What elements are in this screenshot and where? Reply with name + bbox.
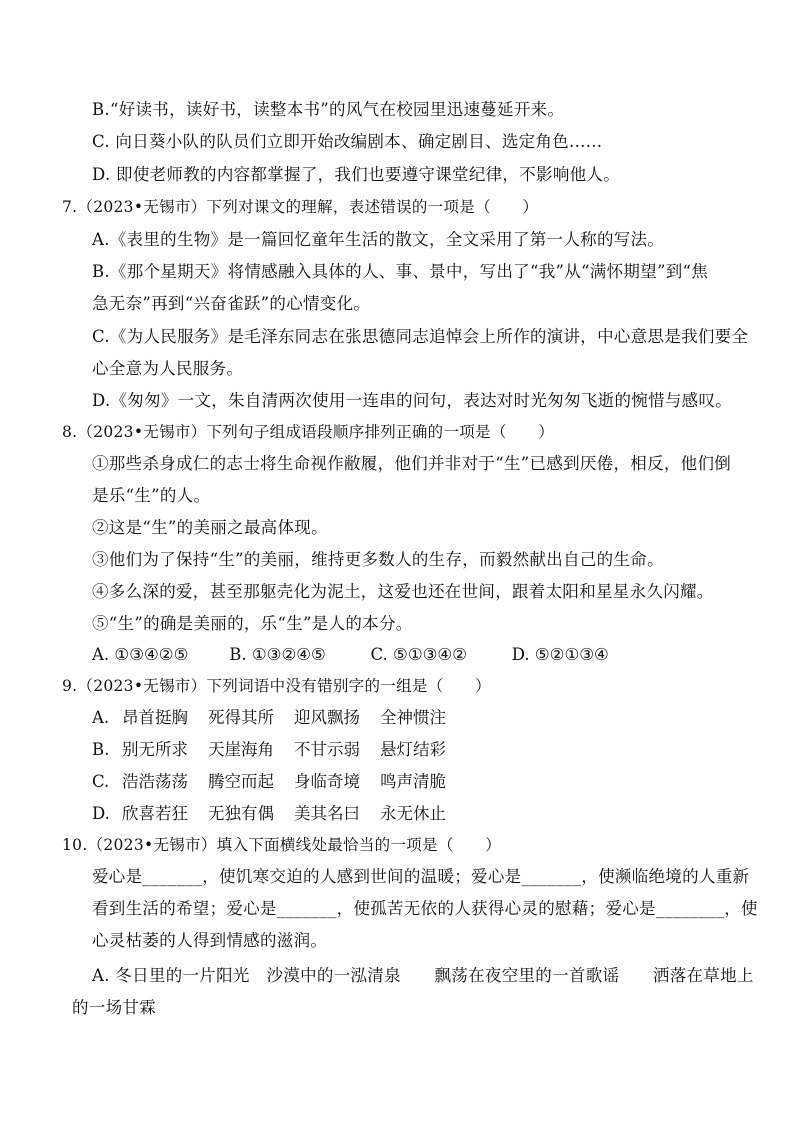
q8-option-d: D. ⑤②①③④ [511,645,609,664]
q6-option-c: C. 向日葵小队的队员们立即开始改编剧本、确定剧目、选定角色...... [92,132,603,151]
q6-option-d: D. 即使老师教的内容都掌握了，我们也要遵守课堂纪律，不影响他人。 [92,165,621,184]
q10-passage-line1: 爱心是_______，使饥寒交迫的人感到世间的温暖；爱心是_______，使濒临绝境的人重新 [92,867,750,886]
q10-passage-line2: 看到生活的希望；爱心是_______，使孤苦无依的人获得心灵的慰藉；爱心是________，使 [92,899,758,918]
q10-option-a-line1: A. 冬日里的一片阳光 沙漠中的一泓清泉 飘荡在夜空里的一首歌谣 洒落在草地上 [92,966,754,985]
q9-option-c: C. 浩浩荡荡 腾空而起 身临奇境 鸣声清脆 [92,772,446,791]
q9-option-d: D. 欣喜若狂 无独有偶 美其名曰 永无休止 [92,804,446,823]
q8-sentence-1-line2: 是乐“生”的人。 [92,486,211,505]
q6-option-b: B.“好读书，读好书，读整本书”的风气在校园里迅速蔓延开来。 [92,100,565,119]
q8-sentence-2: ②这是“生”的美丽之最高体现。 [92,518,328,537]
q9-option-b: B. 别无所求 天崖海角 不甘示弱 悬灯结彩 [92,740,446,759]
q8-option-c: C. ⑤①③④② [370,645,468,664]
q8-option-b: B. ①③②④⑤ [229,645,326,664]
q8-sentence-5: ⑤“生”的确是美丽的，乐“生”是人的本分。 [92,614,413,633]
q7-option-a: A.《表里的生物》是一篇回忆童年生活的散文，全文采用了第一人称的写法。 [92,230,665,249]
q7-option-c-line1: C.《为人民服务》是毛泽东同志在张思德同志追悼会上所作的演讲，中心意思是我们要全 [92,327,749,346]
question-8-stem: 8.（2023•无锡市）下列句子组成语段顺序排列正确的一项是（ ） [62,423,555,441]
q8-options [92,643,609,667]
q8-sentence-1-line1: ①那些杀身成仁的志士将生命视作敝履，他们并非对于“生”已感到厌倦，相反，他们倒 [92,454,732,473]
q8-sentence-3: ③他们为了保持“生”的美丽，维持更多数人的生存，而毅然献出自己的生命。 [92,550,664,569]
q7-option-c-line2: 心全意为人民服务。 [92,359,244,378]
q7-option-d: D.《匆匆》一文，朱自清两次使用一连串的问句，表达对时光匆匆飞逝的惋惜与感叹。 [92,391,733,410]
q7-option-b-line1: B.《那个星期天》将情感融入具体的人、事、景中，写出了“我”从“满怀期望”到“焦 [92,262,709,281]
question-9-stem: 9.（2023•无锡市）下列词语中没有错别字的一组是（ ） [62,677,491,695]
q10-option-a-line2: 的一场甘霖 [72,998,156,1017]
q10-passage-line3: 心灵枯萎的人得到情感的滋润。 [92,931,328,950]
q8-sentence-4: ④多么深的爱，甚至那躯壳化为泥土，这爱也还在世间，跟着太阳和星星永久闪耀。 [92,582,714,601]
question-7-stem: 7.（2023•无锡市）下列对课文的理解，表述错误的一项是（ ） [62,198,539,216]
q9-option-a: A. 昂首挺胸 死得其所 迎风飘扬 全神惯注 [92,708,446,727]
q7-option-b-line2: 急无奈”再到“兴奋雀跃”的心情变化。 [92,294,371,313]
question-10-stem: 10.（2023•无锡市）填入下面横线处最恰当的一项是（ ） [62,836,502,854]
q8-option-a: A. ①③④②⑤ [92,645,189,664]
